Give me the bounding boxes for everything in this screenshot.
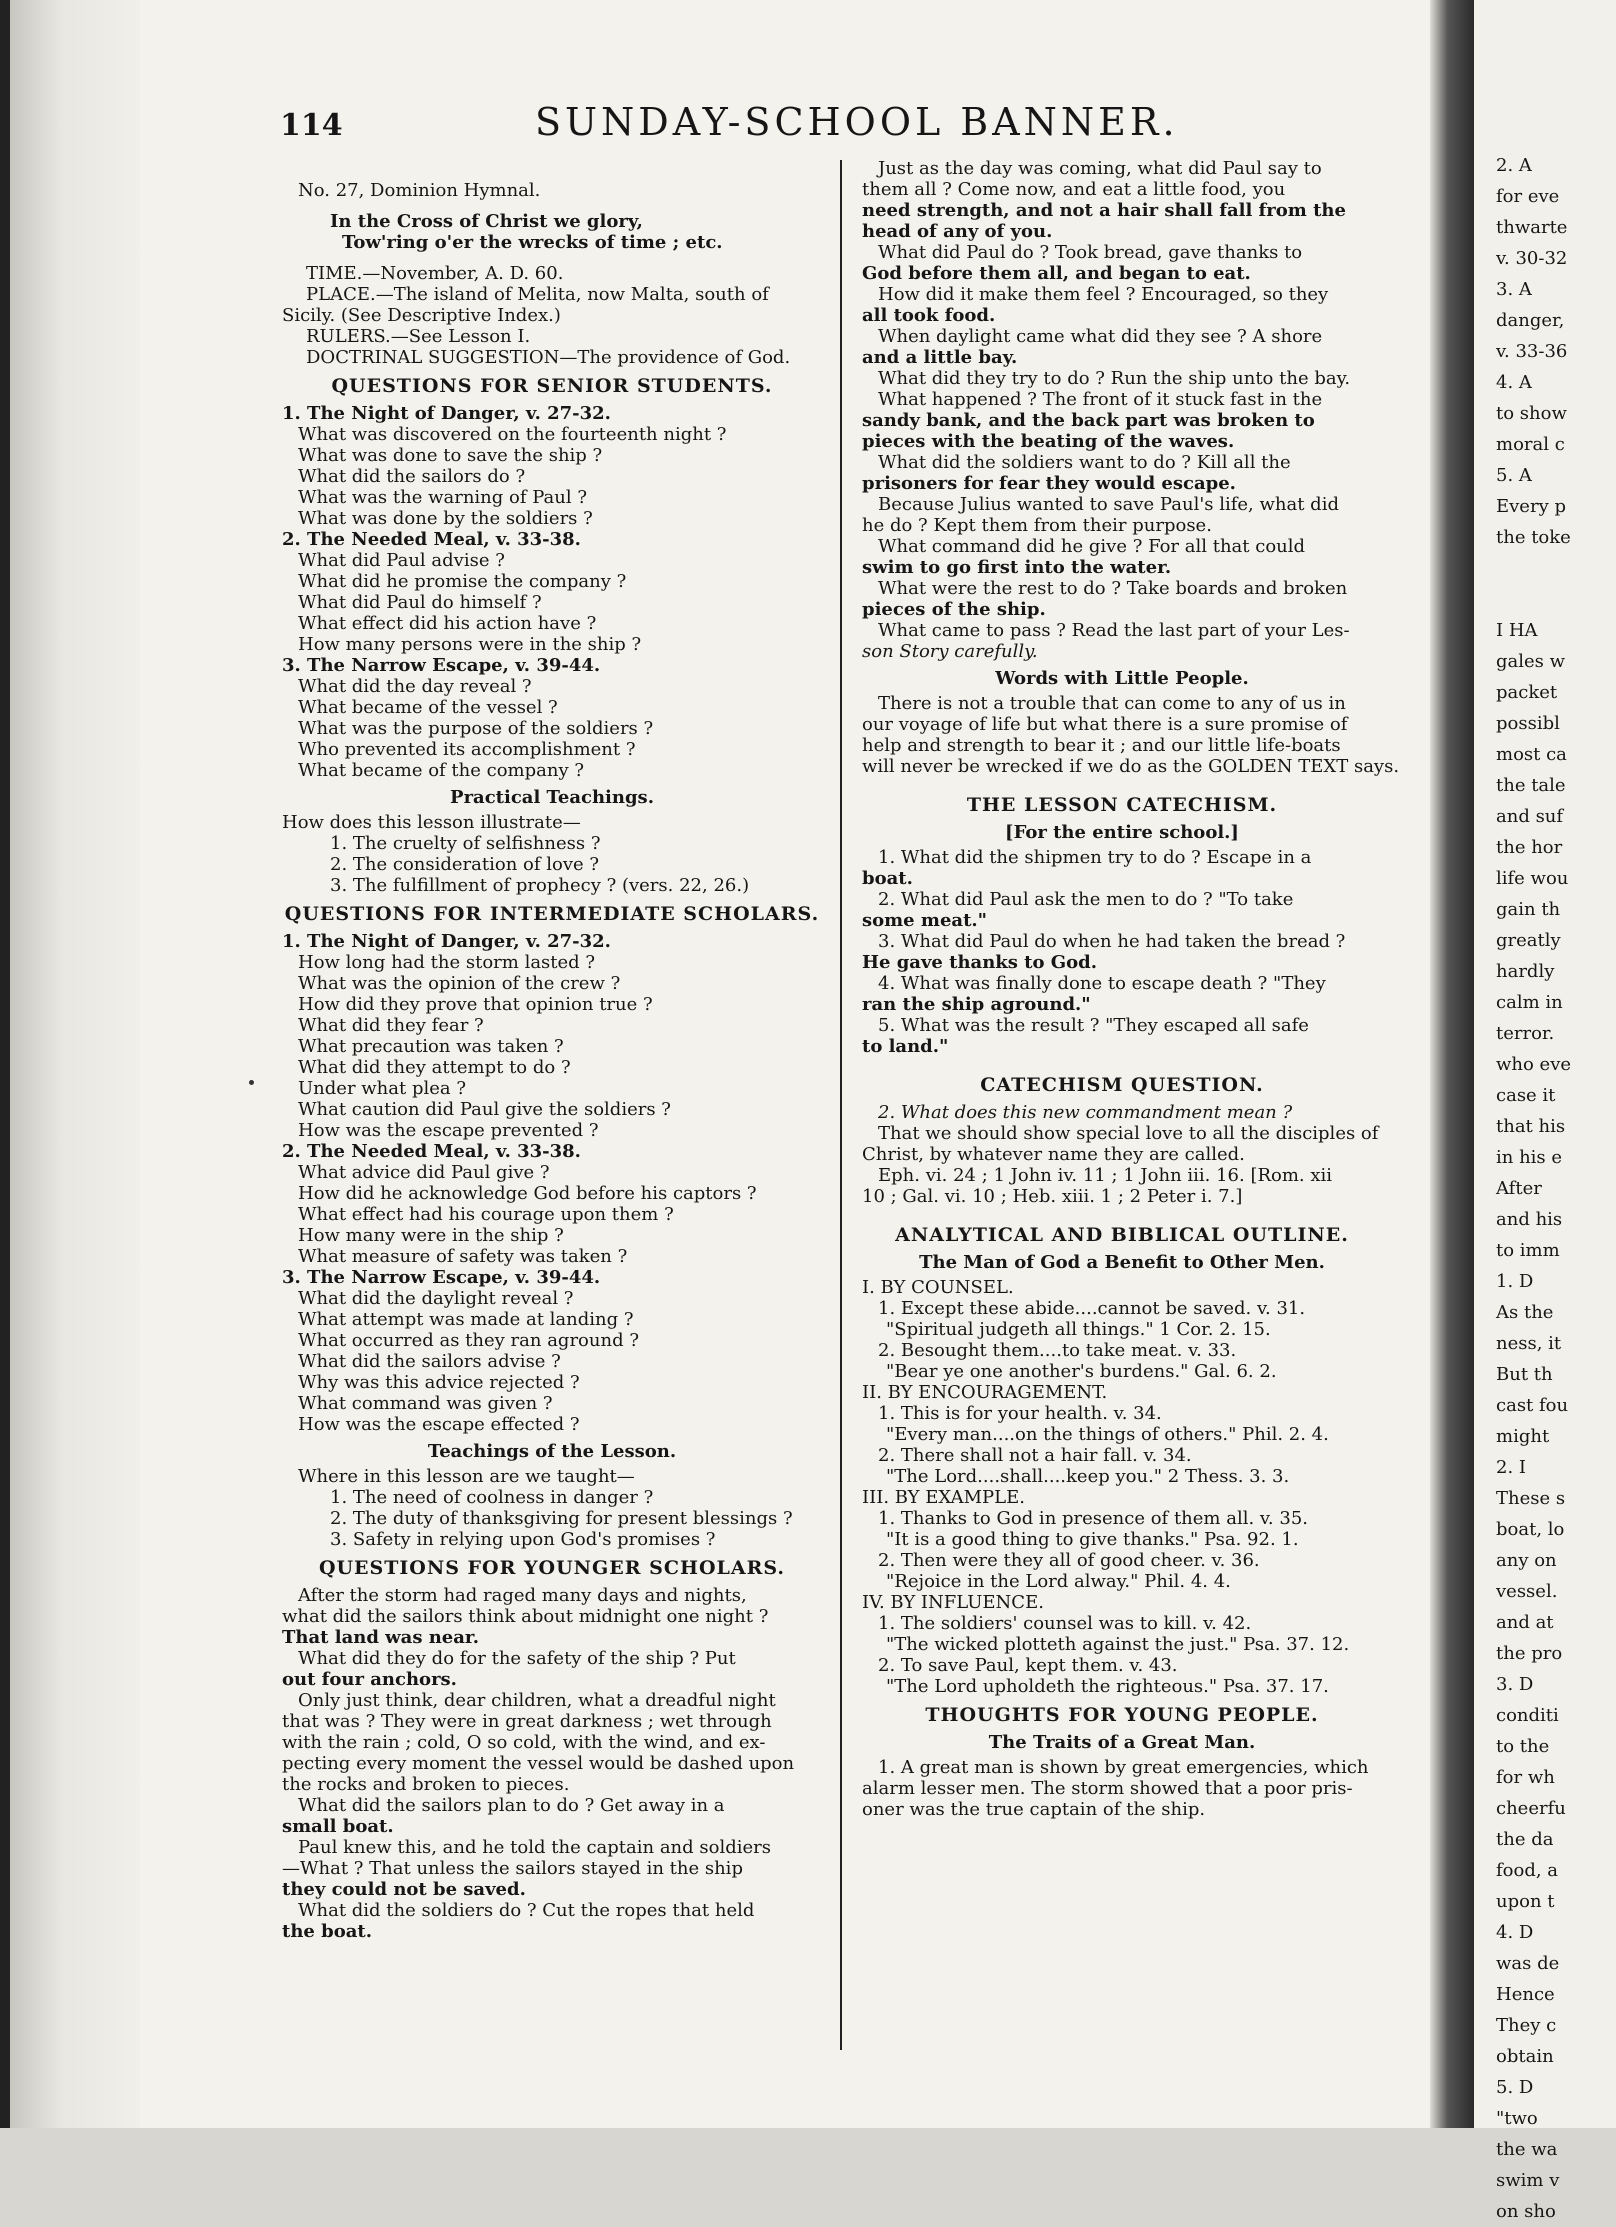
text-line: pieces of the ship.: [862, 599, 1046, 620]
section-heading: QUESTIONS FOR INTERMEDIATE SCHOLARS.: [284, 903, 820, 925]
next-page-fragment: any on: [1496, 1550, 1557, 1571]
text-line: What precaution was taken ?: [298, 1036, 564, 1057]
left-column: [282, 180, 822, 1942]
text-line: that was ? They were in great darkness ; wet through: [282, 1711, 772, 1732]
next-page-fragment: Hence: [1496, 1984, 1555, 2005]
next-page-fragment: to the: [1496, 1736, 1550, 1757]
text-line: 1. The Night of Danger, v. 27-32.: [282, 403, 611, 424]
text-line: some meat.": [862, 910, 988, 931]
next-page-fragment: Every p: [1496, 496, 1566, 517]
text-line: What was done to save the ship ?: [298, 445, 603, 466]
running-head: SUNDAY-SCHOOL BANNER.: [535, 100, 1179, 144]
text-line: 4. What was finally done to escape death ? "They: [878, 973, 1326, 994]
next-page-fragment: and suf: [1496, 806, 1564, 827]
text-line: help and strength to bear it ; and our little life-boats: [862, 735, 1341, 756]
text-line: Why was this advice rejected ?: [298, 1372, 580, 1393]
text-line: 2. There shall not a hair fall. v. 34.: [878, 1445, 1192, 1466]
next-page-fragment: case it: [1496, 1085, 1556, 1106]
text-line: How long had the storm lasted ?: [298, 952, 596, 973]
text-line: TIME.—November, A. D. 60.: [306, 263, 564, 284]
next-page-fragment: the hor: [1496, 837, 1563, 858]
text-line: swim to go first into the water.: [862, 557, 1172, 578]
text-line: How many were in the ship ?: [298, 1225, 564, 1246]
text-line: 2. The consideration of love ?: [330, 854, 600, 875]
text-line: How does this lesson illustrate—: [282, 812, 581, 833]
text-line: What did they try to do ? Run the ship unto the bay.: [878, 368, 1351, 389]
text-line: II. BY ENCOURAGEMENT.: [862, 1382, 1108, 1403]
next-page-fragment: life wou: [1496, 868, 1569, 889]
next-page-fragment: moral c: [1496, 434, 1565, 455]
text-line: How was the escape prevented ?: [298, 1120, 599, 1141]
text-line: 1. The cruelty of selfishness ?: [330, 833, 601, 854]
text-line: That we should show special love to all the disciples of: [878, 1123, 1379, 1144]
text-line: What was the opinion of the crew ?: [298, 973, 621, 994]
text-line: —What ? That unless the sailors stayed in the ship: [282, 1858, 743, 1879]
text-line: "Every man....on the things of others." Phil. 2. 4.: [886, 1424, 1329, 1445]
next-page-fragment: in his e: [1496, 1147, 1563, 1168]
text-line: 2. The duty of thanksgiving for present blessings ?: [330, 1508, 793, 1529]
next-page-fragment: ness, it: [1496, 1333, 1562, 1354]
next-page-fragment: possibl: [1496, 713, 1560, 734]
text-line: boat.: [862, 868, 913, 889]
text-line: What was the purpose of the soldiers ?: [298, 718, 654, 739]
next-page-fragment: most ca: [1496, 744, 1567, 765]
text-line: they could not be saved.: [282, 1879, 526, 1900]
section-heading: CATECHISM QUESTION.: [980, 1074, 1264, 1096]
text-line: 2. What does this new commandment mean ?: [878, 1102, 1293, 1123]
next-page-fragment: and his: [1496, 1209, 1563, 1230]
text-line: "The Lord....shall....keep you." 2 Thess. 3. 3.: [886, 1466, 1290, 1487]
next-page-fragment: hardly: [1496, 961, 1555, 982]
section-heading: Teachings of the Lesson.: [427, 1441, 677, 1462]
text-line: 2. To save Paul, kept them. v. 43.: [878, 1655, 1178, 1676]
text-line: head of any of you.: [862, 221, 1053, 242]
text-line: I. BY COUNSEL.: [862, 1277, 1014, 1298]
text-line: small boat.: [282, 1816, 394, 1837]
next-page-fragment: for wh: [1496, 1767, 1555, 1788]
text-line: "The wicked plotteth against the just." Psa. 37. 12.: [886, 1634, 1350, 1655]
text-line: What did Paul advise ?: [298, 550, 505, 571]
next-page-fragment: [1474, 553, 1616, 584]
text-line: "Rejoice in the Lord alway." Phil. 4. 4.: [886, 1571, 1231, 1592]
text-line: Who prevented its accomplishment ?: [298, 739, 636, 760]
text-line: What became of the vessel ?: [298, 697, 558, 718]
next-page-fragment: food, a: [1496, 1860, 1559, 1881]
text-line: them all ? Come now, and eat a little food, you: [862, 179, 1286, 200]
text-line: III. BY EXAMPLE.: [862, 1487, 1025, 1508]
text-line: What did the sailors advise ?: [298, 1351, 561, 1372]
section-heading: QUESTIONS FOR YOUNGER SCHOLARS.: [318, 1557, 786, 1579]
text-line: PLACE.—The island of Melita, now Malta, south of: [306, 284, 769, 305]
text-line: the boat.: [282, 1921, 372, 1942]
next-page-fragment: obtain: [1496, 2046, 1554, 2067]
text-line: "Bear ye one another's burdens." Gal. 6. 2.: [886, 1361, 1277, 1382]
next-page-edge: [1474, 0, 1616, 2222]
text-line: with the rain ; cold, O so cold, with the wind, and ex-: [282, 1732, 766, 1753]
text-line: 1. The need of coolness in danger ?: [330, 1487, 654, 1508]
next-page-fragment: v. 33-36: [1496, 341, 1568, 362]
text-line: what did the sailors think about midnight one night ?: [282, 1606, 769, 1627]
next-page-fragment: calm in: [1496, 992, 1563, 1013]
text-line: and a little bay.: [862, 347, 1018, 368]
page-gutter: [10, 0, 140, 2128]
book-spine: [1430, 0, 1474, 2128]
text-line: What did Paul do himself ?: [298, 592, 542, 613]
next-page-fragment: cheerfu: [1496, 1798, 1566, 1819]
ink-speck: [249, 1080, 254, 1085]
text-line: Only just think, dear children, what a dreadful night: [298, 1690, 776, 1711]
right-column: [862, 158, 1400, 1820]
text-line: That land was near.: [282, 1627, 480, 1648]
text-line: What did they attempt to do ?: [298, 1057, 571, 1078]
section-heading: THE LESSON CATECHISM.: [966, 794, 1278, 816]
text-line: How did he acknowledge God before his captors ?: [298, 1183, 757, 1204]
next-page-fragment: 4. D: [1496, 1922, 1534, 1943]
text-line: What became of the company ?: [298, 760, 585, 781]
next-page-fragment: 5. A: [1496, 465, 1532, 486]
text-line: pecting every moment the vessel would be dashed upon: [282, 1753, 795, 1774]
text-line: What was the warning of Paul ?: [298, 487, 587, 508]
text-line: What measure of safety was taken ?: [298, 1246, 628, 1267]
text-line: IV. BY INFLUENCE.: [862, 1592, 1044, 1613]
text-line: 1. This is for your health. v. 34.: [878, 1403, 1162, 1424]
next-page-fragment: the wa: [1496, 2139, 1558, 2160]
next-page-fragment: 5. D: [1496, 2077, 1534, 2098]
text-line: 2. The Needed Meal, v. 33-38.: [282, 529, 581, 550]
text-line: out four anchors.: [282, 1669, 457, 1690]
next-page-fragment: terror.: [1496, 1023, 1555, 1044]
text-line: What occurred as they ran aground ?: [298, 1330, 639, 1351]
next-page-fragment: to imm: [1496, 1240, 1560, 1261]
text-line: will never be wrecked if we do as the GOLDEN TEXT says.: [862, 756, 1400, 777]
text-line: Where in this lesson are we taught—: [298, 1466, 635, 1487]
section-heading: [For the entire school.]: [1005, 822, 1239, 843]
next-page-fragment: danger,: [1496, 310, 1565, 331]
next-page-fragment: and at: [1496, 1612, 1554, 1633]
next-page-fragment: for eve: [1496, 186, 1560, 207]
page-header: [280, 100, 1240, 150]
next-page-fragment: cast fou: [1496, 1395, 1569, 1416]
spacer: [282, 253, 822, 263]
section-heading: The Traits of a Great Man.: [988, 1732, 1256, 1753]
spacer: [862, 1057, 1382, 1067]
text-line: He gave thanks to God.: [862, 952, 1097, 973]
text-line: alarm lesser men. The storm showed that a poor pris-: [862, 1778, 1353, 1799]
next-page-fragment: These s: [1496, 1488, 1566, 1509]
text-line: 2. Then were they all of good cheer. v. 36.: [878, 1550, 1260, 1571]
next-page-fragment: vessel.: [1496, 1581, 1558, 1602]
spacer: [862, 777, 1382, 787]
text-line: 3. The Narrow Escape, v. 39-44.: [282, 1267, 601, 1288]
text-line: 2. What did Paul ask the men to do ? "To take: [878, 889, 1294, 910]
next-page-fragment: gain th: [1496, 899, 1561, 920]
page-number: 114: [280, 108, 343, 143]
section-heading: THOUGHTS FOR YOUNG PEOPLE.: [925, 1704, 1319, 1726]
next-page-fragment: the tale: [1496, 775, 1566, 796]
text-line: need strength, and not a hair shall fall from the: [862, 200, 1346, 221]
text-line: What did the sailors plan to do ? Get away in a: [298, 1795, 725, 1816]
next-page-fragment: v. 30-32: [1496, 248, 1568, 269]
text-line: "It is a good thing to give thanks." Psa. 92. 1.: [886, 1529, 1299, 1550]
text-line: 5. What was the result ? "They escaped all safe: [878, 1015, 1309, 1036]
text-line: Sicily. (See Descriptive Index.): [282, 305, 561, 326]
next-page-fragment: But th: [1496, 1364, 1553, 1385]
text-line: 1. What did the shipmen try to do ? Escape in a: [878, 847, 1312, 868]
text-line: 3. The fulfillment of prophecy ? (vers. 22, 26.): [330, 875, 750, 896]
column-rule: [840, 160, 842, 2050]
next-page-fragment: 3. A: [1496, 279, 1532, 300]
next-page-fragment: "two: [1496, 2108, 1538, 2129]
text-line: What did he promise the company ?: [298, 571, 627, 592]
next-page-fragment: the da: [1496, 1829, 1554, 1850]
text-line: God before them all, and began to eat.: [862, 263, 1251, 284]
next-page-fragment: might: [1496, 1426, 1550, 1447]
text-line: Paul knew this, and he told the captain and soldiers: [298, 1837, 772, 1858]
text-line: he do ? Kept them from their purpose.: [862, 515, 1212, 536]
text-line: RULERS.—See Lesson I.: [306, 326, 531, 347]
text-line: How was the escape effected ?: [298, 1414, 580, 1435]
text-line: What command did he give ? For all that could: [878, 536, 1306, 557]
text-line: What attempt was made at landing ?: [298, 1309, 634, 1330]
text-line: What did the soldiers want to do ? Kill all the: [878, 452, 1291, 473]
spacer: [282, 201, 822, 211]
text-line: What came to pass ? Read the last part of your Les-: [878, 620, 1350, 641]
next-page-fragment: I HA: [1496, 620, 1538, 641]
text-line: prisoners for fear they would escape.: [862, 473, 1236, 494]
next-page-fragment: 3. D: [1496, 1674, 1534, 1695]
text-line: What command was given ?: [298, 1393, 553, 1414]
next-page-fragment: who eve: [1496, 1054, 1572, 1075]
text-line: Christ, by whatever name they are called.: [862, 1144, 1245, 1165]
text-line: What did the soldiers do ? Cut the ropes that held: [298, 1900, 755, 1921]
text-line: After the storm had raged many days and nights,: [298, 1585, 747, 1606]
text-line: There is not a trouble that can come to any of us in: [878, 693, 1346, 714]
next-page-fragment: 1. D: [1496, 1271, 1534, 1292]
text-line: 1. The Night of Danger, v. 27-32.: [282, 931, 611, 952]
text-line: 1. The soldiers' counsel was to kill. v. 42.: [878, 1613, 1252, 1634]
text-line: What caution did Paul give the soldiers ?: [298, 1099, 671, 1120]
text-line: pieces with the beating of the waves.: [862, 431, 1235, 452]
next-page-fragment: thwarte: [1496, 217, 1568, 238]
next-page-fragment: boat, lo: [1496, 1519, 1565, 1540]
next-page-fragment: the toke: [1496, 527, 1571, 548]
next-page-fragment: [1474, 584, 1616, 615]
text-line: How did they prove that opinion true ?: [298, 994, 653, 1015]
text-line: son Story carefully.: [862, 641, 1038, 662]
next-page-fragment: was de: [1496, 1953, 1560, 1974]
text-line: 1. Thanks to God in presence of them all. v. 35.: [878, 1508, 1309, 1529]
text-line: What did Paul do ? Took bread, gave thanks to: [878, 242, 1303, 263]
next-page-fragment: greatly: [1496, 930, 1561, 951]
text-line: to land.": [862, 1036, 949, 1057]
text-line: What was done by the soldiers ?: [298, 508, 593, 529]
text-line: DOCTRINAL SUGGESTION—The providence of God.: [306, 347, 791, 368]
text-line: What advice did Paul give ?: [298, 1162, 550, 1183]
next-page-fragment: 2. I: [1496, 1457, 1527, 1478]
text-line: What were the rest to do ? Take boards and broken: [878, 578, 1348, 599]
next-page-fragment: to show: [1496, 403, 1567, 424]
text-line: What happened ? The front of it stuck fast in the: [878, 389, 1323, 410]
text-line: 1. Except these abide....cannot be saved. v. 31.: [878, 1298, 1306, 1319]
text-line: No. 27, Dominion Hymnal.: [298, 180, 541, 201]
text-line: What did they fear ?: [298, 1015, 484, 1036]
text-line: 3. What did Paul do when he had taken the bread ?: [878, 931, 1346, 952]
next-page-fragment: upon t: [1496, 1891, 1555, 1912]
text-line: What effect had his courage upon them ?: [298, 1204, 674, 1225]
next-page-fragment: swim v: [1496, 2170, 1560, 2191]
spacer: [862, 1207, 1382, 1217]
text-line: "Spiritual judgeth all things." 1 Cor. 2. 15.: [886, 1319, 1271, 1340]
text-line: 1. A great man is shown by great emergencies, which: [878, 1757, 1369, 1778]
text-line: 2. Besought them....to take meat. v. 33.: [878, 1340, 1237, 1361]
text-line: all took food.: [862, 305, 996, 326]
next-page-fragment: gales w: [1496, 651, 1566, 672]
text-line: How did it make them feel ? Encouraged, so they: [878, 284, 1329, 305]
next-page-fragment: After: [1496, 1178, 1542, 1199]
section-heading: The Man of God a Benefit to Other Men.: [919, 1252, 1325, 1273]
text-line: ran the ship aground.": [862, 994, 1091, 1015]
text-line: When daylight came what did they see ? A shore: [878, 326, 1323, 347]
next-page-fragment: the pro: [1496, 1643, 1563, 1664]
next-page-fragment: packet: [1496, 682, 1558, 703]
section-heading: Practical Teachings.: [450, 787, 654, 808]
text-line: Because Julius wanted to save Paul's life, what did: [878, 494, 1339, 515]
next-page-fragment: 4. A: [1496, 372, 1532, 393]
text-line: 3. The Narrow Escape, v. 39-44.: [282, 655, 601, 676]
text-line: our voyage of life but what there is a sure promise of: [862, 714, 1348, 735]
text-line: 2. The Needed Meal, v. 33-38.: [282, 1141, 581, 1162]
next-page-fragment: They c: [1496, 2015, 1557, 2036]
text-line: the rocks and broken to pieces.: [282, 1774, 570, 1795]
text-line: 3. Safety in relying upon God's promises ?: [330, 1529, 716, 1550]
text-line: sandy bank, and the back part was broken to: [862, 410, 1315, 431]
text-line: What did the daylight reveal ?: [298, 1288, 574, 1309]
next-page-fragment: conditi: [1496, 1705, 1559, 1726]
text-line: "The Lord upholdeth the righteous." Psa. 37. 17.: [886, 1676, 1329, 1697]
text-line: What did the sailors do ?: [298, 466, 526, 487]
text-line: oner was the true captain of the ship.: [862, 1799, 1206, 1820]
text-line: How many persons were in the ship ?: [298, 634, 642, 655]
text-line: 10 ; Gal. vi. 10 ; Heb. xiii. 1 ; 2 Peter i. 7.]: [862, 1186, 1243, 1207]
text-line: What did they do for the safety of the ship ? Put: [298, 1648, 736, 1669]
section-heading: Words with Little People.: [995, 668, 1249, 689]
text-line: What effect did his action have ?: [298, 613, 597, 634]
text-line: Under what plea ?: [298, 1078, 466, 1099]
text-line: What was discovered on the fourteenth night ?: [298, 424, 727, 445]
next-page-fragment: on sho: [1496, 2201, 1556, 2222]
scan-edge: [0, 0, 10, 2128]
text-line: Tow'ring o'er the wrecks of time ; etc.: [342, 232, 723, 253]
next-page-fragment: that his: [1496, 1116, 1566, 1137]
next-page-fragment: 2. A: [1496, 155, 1532, 176]
text-line: What did the day reveal ?: [298, 676, 532, 697]
text-line: In the Cross of Christ we glory,: [330, 211, 643, 232]
section-heading: ANALYTICAL AND BIBLICAL OUTLINE.: [895, 1224, 1349, 1246]
next-page-fragment: As the: [1496, 1302, 1554, 1323]
text-line: Eph. vi. 24 ; 1 John iv. 11 ; 1 John iii. 16. [Rom. xii: [878, 1165, 1333, 1186]
text-line: Just as the day was coming, what did Paul say to: [878, 158, 1322, 179]
section-heading: QUESTIONS FOR SENIOR STUDENTS.: [331, 375, 773, 397]
